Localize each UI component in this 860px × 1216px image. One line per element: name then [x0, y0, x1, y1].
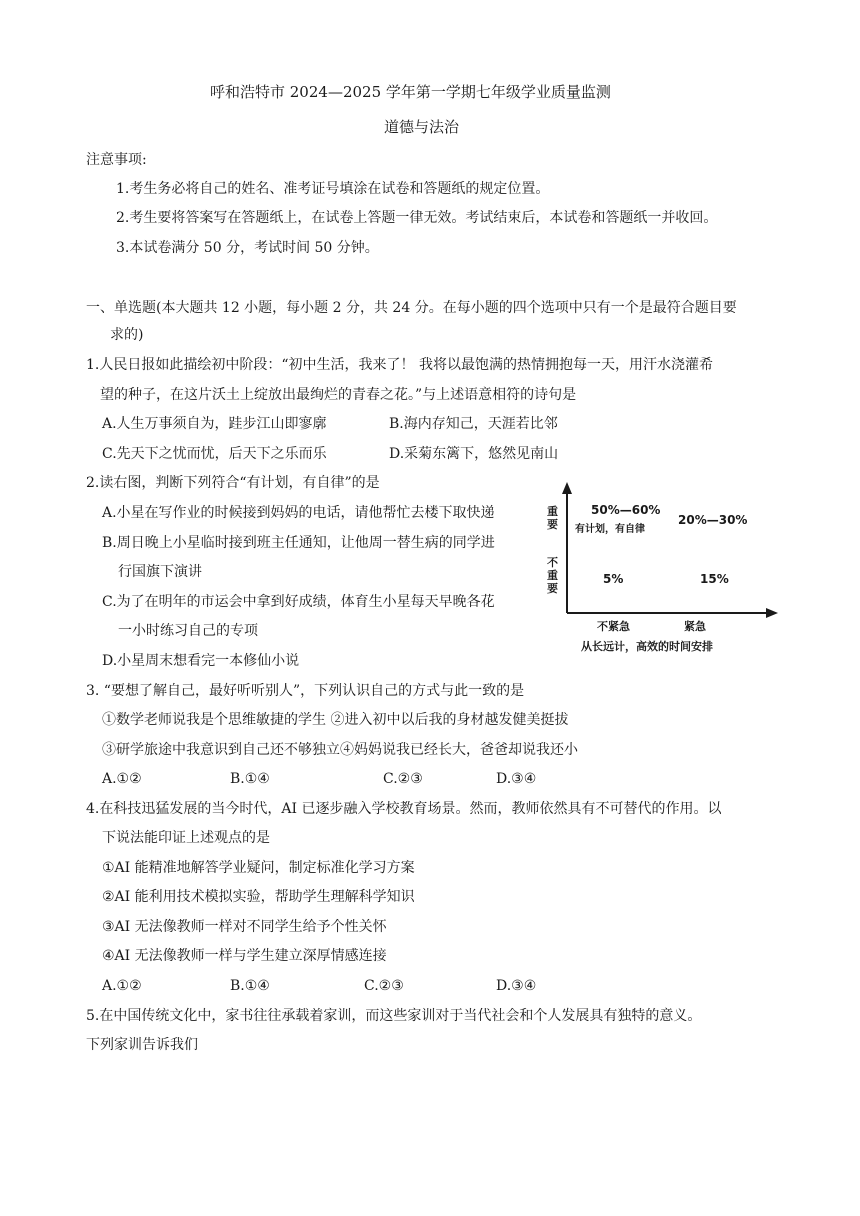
q3-stem: 3. “要想了解自己，最好听听别人”，下列认识自己的方式与此一致的是	[86, 683, 525, 699]
q4-statement: ②AI 能利用技术模拟实验，帮助学生理解科学知识	[102, 889, 415, 905]
q2-option-b-cont: 行国旗下演讲	[118, 564, 202, 580]
q4-option-d: D.③④	[496, 978, 537, 994]
q1-option-d: D.采菊东篱下，悠然见南山	[389, 446, 559, 462]
y-label-important: 重要	[547, 505, 558, 531]
y-axis-arrow	[562, 482, 572, 494]
quadrant-top-left-note: 有计划，有自律	[575, 524, 645, 535]
q3-option-a: A.①②	[102, 771, 142, 787]
q5-stem-cont: 下列家训告诉我们	[86, 1037, 198, 1053]
q2-option-a: A.小星在写作业的时候接到妈妈的电话，请他帮忙去楼下取快递	[102, 505, 495, 521]
q2-option-d: D.小星周末想看完一本修仙小说	[102, 653, 300, 669]
q2-option-c: C.为了在明年的市运会中拿到好成绩，体育生小星每天早晚各花	[102, 594, 495, 610]
q2-stem: 2.读右图，判断下列符合“有计划，有自律”的是	[86, 475, 380, 491]
q4-option-c: C.②③	[364, 978, 404, 994]
notes-heading: 注意事项:	[86, 152, 147, 168]
q4-option-b: B.①④	[230, 978, 270, 994]
q3-option-b: B.①④	[230, 771, 270, 787]
quadrant-top-left-value: 50%—60%	[591, 503, 661, 517]
q1-stem-cont: 望的种子，在这片沃土上绽放出最绚烂的青春之花。”与上述语意相符的诗句是	[100, 387, 577, 403]
section-heading: 一、单选题(本大题共 12 小题，每小题 2 分，共 24 分。在每小题的四个选项中只有一个是最符合题目要	[86, 300, 737, 316]
q2-option-b: B.周日晚上小星临时接到班主任通知，让他周一替生病的同学进	[102, 535, 495, 551]
exam-title: 呼和浩特市 2024—2025 学年第一学期七年级学业质量监测	[210, 83, 611, 101]
q3-option-d: D.③④	[496, 771, 537, 787]
q4-stem: 4.在科技迅猛发展的当今时代，AI 已逐步融入学校教育场景。然而，教师依然具有不可替代的作用。以	[86, 801, 722, 817]
q1-option-c: C.先天下之忧而忧，后天下之乐而乐	[102, 446, 327, 462]
x-label-urgent: 紧急	[684, 620, 706, 633]
q5-stem: 5.在中国传统文化中，家书往往承载着家训，而这些家训对于当代社会和个人发展具有独特的意义。	[86, 1008, 702, 1024]
q4-statement: ④AI 无法像教师一样与学生建立深厚情感连接	[102, 948, 387, 964]
quadrant-bottom-left-value: 5%	[603, 572, 624, 586]
time-quadrant-figure	[540, 480, 790, 660]
q3-option-c: C.②③	[383, 771, 423, 787]
q4-option-a: A.①②	[102, 978, 142, 994]
section-heading-cont: 求的)	[110, 327, 144, 343]
x-label-not-urgent: 不紧急	[597, 620, 630, 633]
note-item: 2.考生要将答案写在答题纸上，在试卷上答题一律无效。考试结束后，本试卷和答题纸一并收回。	[116, 210, 718, 226]
y-label-unimportant: 不重要	[547, 556, 558, 595]
q4-statement: ③AI 无法像教师一样对不同学生给予个性关怀	[102, 919, 387, 935]
q3-statement-line: ③研学旅途中我意识到自己还不够独立④妈妈说我已经长大，爸爸却说我还小	[102, 742, 578, 758]
figure-caption: 从长远计，高效的时间安排	[581, 640, 713, 653]
x-axis-arrow	[766, 608, 778, 618]
note-item: 3.本试卷满分 50 分，考试时间 50 分钟。	[116, 240, 379, 256]
q3-statement-line: ①数学老师说我是个思维敏捷的学生 ②进入初中以后我的身材越发健美挺拔	[102, 712, 569, 728]
subject-title: 道德与法治	[384, 118, 460, 136]
q1-option-b: B.海内存知己，天涯若比邻	[389, 416, 558, 432]
q1-stem: 1.人民日报如此描绘初中阶段：“初中生活，我来了！ 我将以最饱满的热情拥抱每一天，用汗水浇灌希	[86, 357, 713, 373]
q4-statement: ①AI 能精准地解答学业疑问，制定标准化学习方案	[102, 860, 415, 876]
q1-option-a: A.人生万事须自为，跬步江山即寥廓	[102, 416, 327, 432]
quadrant-bottom-right-value: 15%	[700, 572, 729, 586]
q4-stem-cont: 下说法能印证上述观点的是	[102, 830, 270, 846]
note-item: 1.考生务必将自己的姓名、准考证号填涂在试卷和答题纸的规定位置。	[116, 181, 550, 197]
q2-option-c-cont: 一小时练习自己的专项	[118, 623, 258, 639]
quadrant-top-right-value: 20%—30%	[678, 513, 748, 527]
